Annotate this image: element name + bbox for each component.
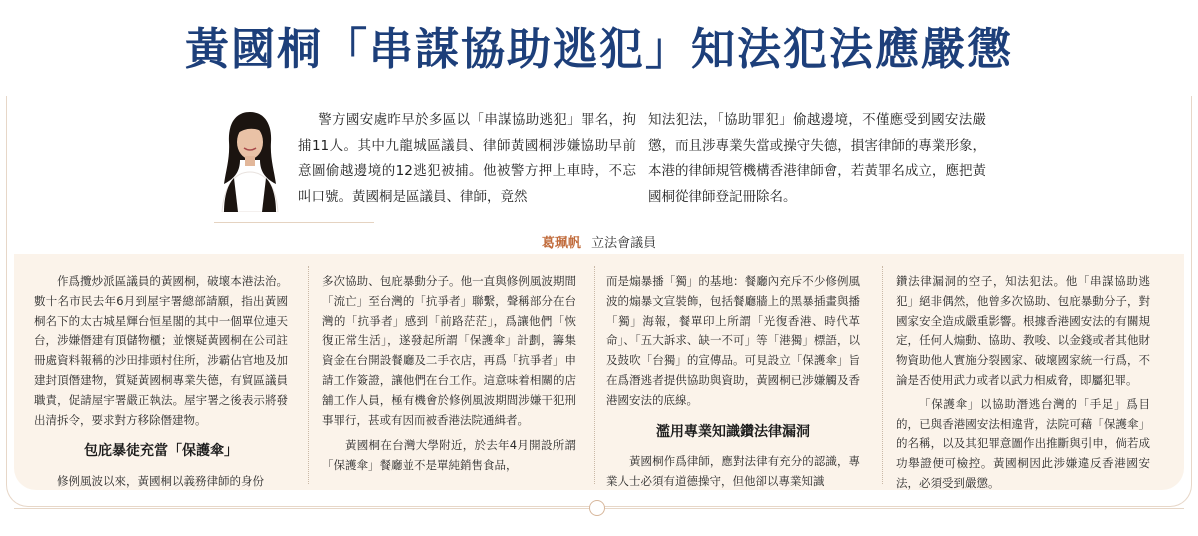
paragraph: 而是煽暴播「獨」的基地：餐廳內充斥不少修例風波的煽暴文宣裝飾，包括餐廳牆上的黑暴插畫與播「獨」海報，餐單印上所謂「光復香港、時代革命」、「五大訴求、缺一不可」等「港獨」標語，以及鼓吹「台獨」的宣傳品。可見設立「保護傘」旨在爲潛逃者提供協助與資助，黃國桐已涉嫌觸及香港國安法的底線。 (606, 274, 860, 407)
lead-paragraph-left (298, 108, 636, 210)
author-title: 立法會議員 (591, 236, 657, 251)
article-column-1 (34, 272, 288, 492)
lead-paragraph-right (648, 108, 986, 210)
headline: 黃國桐「串謀協助逃犯」知法犯法應嚴懲 (185, 24, 1013, 75)
article-column-2 (322, 272, 576, 476)
article-column-3 (606, 272, 860, 492)
paragraph: 多次協助、包庇暴動分子。他一直與修例風波期間「流亡」至台灣的「抗爭者」聯繫，聲稱部分在台灣的「抗爭者」感到「前路茫茫」，爲讓他們「恢復正常生活」，遂發起所謂「保護傘」計劃，籌集資金在台開設餐廳及二手衣店，再爲「抗爭者」申請工作簽證，讓他們在台工作。這意味着相關的店舖工作人員，極有機會於修例風波期間涉嫌干犯刑事罪行，甚或有因而被香港法院通緝者。 (322, 274, 576, 427)
subheading: 濫用專業知識鑽法律漏洞 (656, 423, 810, 440)
article-column-4 (896, 272, 1150, 494)
subheading: 包庇暴徒充當「保護傘」 (84, 443, 238, 460)
paragraph: 黃國桐作爲律師，應對法律有充分的認識，專業人士必須有道德操守，但他卻以專業知識 (606, 454, 860, 489)
author-name: 葛珮帆 (541, 236, 581, 251)
column-separator (882, 266, 883, 484)
author-avatar (216, 108, 284, 212)
column-separator (594, 266, 595, 484)
lead-text-right: 知法犯法，「協助罪犯」偷越邊境，不僅應受到國安法嚴懲，而且涉專業失當或操守失德，損害律師的專業形象，本港的律師規管機構香港律師會，若黃罪名成立，應把黃國桐從律師登記冊除名。 (648, 112, 986, 205)
byline (0, 232, 1198, 251)
paragraph: 鑽法律漏洞的空子，知法犯法。他「串謀協助逃犯」絕非偶然，他曾多次協助、包庇暴動分子，對國家安全造成嚴重影響。根據香港國安法的有關規定，任何人煽動、協助、教唆、以金錢或者其他財物資助他人實施分裂國家、破壞國家統一行爲，不論是否使用武力或者以武力相威脅，即屬犯罪。 (896, 274, 1150, 387)
lead-text-left: 警方國安處昨早於多區以「串謀協助逃犯」罪名，拘捕11人。其中九龍城區議員、律師黃國桐涉嫌協助早前意圖偷越邊境的12逃犯被捕。他被警方押上車時，不忘叫口號。黃國桐是區議員、律師，竟然 (298, 112, 636, 205)
paragraph: 「保護傘」以協助潛逃台灣的「手足」爲目的，已與香港國安法相違背，法院可藉「保護傘」的名稱，以及其犯罪意圖作出推斷與引申，倘若成功舉證便可檢控。黃國桐因此涉嫌違反香港國安法，必須受到嚴懲。 (896, 396, 1150, 490)
paragraph: 作爲攬炒派區議員的黃國桐，破壞本港法治。數十名市民去年6月到屋宇署總部請願，指出黃國桐名下的太古城星輝台恒星閣的其中一個單位連天台，涉嫌僭建有頂儲物櫃；並懷疑黃國桐在公司註冊處資料報稱的沙田排頭村住所，涉霸佔官地及加建封頂僭建物，質疑黃國桐專業失德，有貿區議員職責，促請屋宇署嚴正執法。屋宇署之後表示將發出清拆令，要求對方移除僭建物。 (34, 274, 288, 427)
ornament-circle (589, 500, 605, 516)
avatar-rule (214, 222, 374, 223)
paragraph: 黃國桐在台灣大學附近，於去年4月開設所謂「保護傘」餐廳並不是單純銷售食品， (322, 438, 576, 473)
column-separator (308, 266, 309, 484)
paragraph: 修例風波以來，黃國桐以義務律師的身份 (57, 474, 264, 489)
